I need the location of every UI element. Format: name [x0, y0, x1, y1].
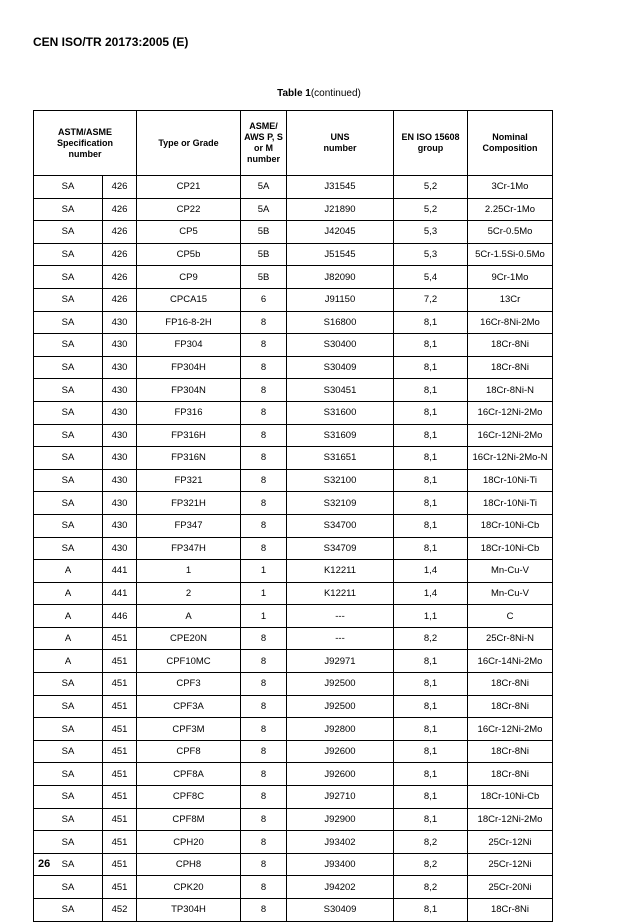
spec-prefix-cell: SA [34, 334, 103, 357]
asme-aws-cell: 8 [241, 718, 287, 741]
type-grade-cell: FP347 [137, 514, 241, 537]
asme-aws-cell: 8 [241, 627, 287, 650]
spec-prefix-cell: SA [34, 266, 103, 289]
en-iso-cell: 8,1 [394, 673, 468, 696]
spec-prefix-cell: SA [34, 718, 103, 741]
spec-number-cell: 430 [103, 311, 137, 334]
table-row [34, 176, 553, 199]
table-row [34, 288, 553, 311]
uns-cell: J93402 [287, 831, 394, 854]
composition-cell: 25Cr-12Ni [468, 831, 553, 854]
spec-prefix-cell: SA [34, 424, 103, 447]
table-caption-label: Table 1 [277, 88, 311, 99]
composition-cell: 18Cr-8Ni [468, 673, 553, 696]
en-iso-cell: 8,1 [394, 311, 468, 334]
uns-cell: S31651 [287, 447, 394, 470]
en-iso-cell: 5,4 [394, 266, 468, 289]
spec-number-cell: 446 [103, 605, 137, 628]
asme-aws-cell: 8 [241, 853, 287, 876]
composition-cell: 18Cr-10Ni-Cb [468, 786, 553, 809]
uns-cell: J92500 [287, 695, 394, 718]
asme-aws-cell: 8 [241, 650, 287, 673]
spec-number-cell: 451 [103, 695, 137, 718]
en-iso-cell: 1,1 [394, 605, 468, 628]
asme-aws-cell: 8 [241, 379, 287, 402]
composition-cell: 18Cr-8Ni-N [468, 379, 553, 402]
type-grade-cell: A [137, 605, 241, 628]
type-grade-cell: FP304N [137, 379, 241, 402]
en-iso-cell: 8,1 [394, 740, 468, 763]
asme-aws-cell: 5A [241, 198, 287, 221]
table-row [34, 492, 553, 515]
type-grade-cell: FP304H [137, 356, 241, 379]
uns-cell: J31545 [287, 176, 394, 199]
composition-cell: 18Cr-10Ni-Ti [468, 469, 553, 492]
table-row [34, 786, 553, 809]
type-grade-cell: CPH20 [137, 831, 241, 854]
uns-cell: J92710 [287, 786, 394, 809]
spec-prefix-cell: A [34, 627, 103, 650]
asme-aws-cell: 8 [241, 424, 287, 447]
type-grade-cell: FP321 [137, 469, 241, 492]
table-row [34, 447, 553, 470]
asme-aws-cell: 8 [241, 673, 287, 696]
type-grade-cell: 2 [137, 582, 241, 605]
spec-number-cell: 426 [103, 221, 137, 244]
uns-cell: J42045 [287, 221, 394, 244]
composition-cell: 16Cr-12Ni-2Mo-N [468, 447, 553, 470]
table-row [34, 334, 553, 357]
asme-aws-cell: 8 [241, 808, 287, 831]
spec-number-cell: 430 [103, 447, 137, 470]
en-iso-cell: 5,3 [394, 221, 468, 244]
en-iso-cell: 8,1 [394, 718, 468, 741]
spec-number-cell: 451 [103, 853, 137, 876]
type-grade-cell: FP16-8-2H [137, 311, 241, 334]
spec-prefix-cell: A [34, 582, 103, 605]
uns-cell: S32109 [287, 492, 394, 515]
table-row [34, 198, 553, 221]
uns-cell: J21890 [287, 198, 394, 221]
spec-prefix-cell: SA [34, 401, 103, 424]
asme-aws-cell: 8 [241, 786, 287, 809]
en-iso-cell: 8,1 [394, 650, 468, 673]
composition-cell: 5Cr-1.5Si-0.5Mo [468, 243, 553, 266]
table-row [34, 311, 553, 334]
spec-prefix-cell: SA [34, 198, 103, 221]
uns-cell: J92600 [287, 763, 394, 786]
type-grade-cell: CPF8C [137, 786, 241, 809]
table-row [34, 514, 553, 537]
composition-cell: 25Cr-20Ni [468, 876, 553, 899]
en-iso-cell: 8,1 [394, 401, 468, 424]
uns-cell: J92800 [287, 718, 394, 741]
table-row [34, 243, 553, 266]
asme-aws-cell: 5B [241, 243, 287, 266]
en-iso-cell: 8,1 [394, 356, 468, 379]
type-grade-cell: CP21 [137, 176, 241, 199]
uns-cell: S30409 [287, 899, 394, 922]
en-iso-cell: 8,2 [394, 853, 468, 876]
table-row [34, 853, 553, 876]
uns-cell: K12211 [287, 560, 394, 583]
en-iso-cell: 1,4 [394, 560, 468, 583]
composition-cell: 16Cr-12Ni-2Mo [468, 424, 553, 447]
asme-aws-cell: 8 [241, 514, 287, 537]
header-type-or-grade: Type or Grade [137, 111, 241, 176]
table-row [34, 876, 553, 899]
spec-number-cell: 426 [103, 176, 137, 199]
table-row [34, 582, 553, 605]
uns-cell: S32100 [287, 469, 394, 492]
uns-cell: S34700 [287, 514, 394, 537]
composition-cell: 13Cr [468, 288, 553, 311]
spec-prefix-cell: SA [34, 763, 103, 786]
table-row [34, 650, 553, 673]
table-row [34, 831, 553, 854]
spec-number-cell: 441 [103, 560, 137, 583]
composition-cell: 3Cr-1Mo [468, 176, 553, 199]
uns-cell: J92900 [287, 808, 394, 831]
uns-cell: J92500 [287, 673, 394, 696]
en-iso-cell: 7,2 [394, 288, 468, 311]
header-asme-aws: ASME/ AWS P, S or M number [241, 111, 287, 176]
type-grade-cell: FP321H [137, 492, 241, 515]
spec-prefix-cell: SA [34, 221, 103, 244]
asme-aws-cell: 1 [241, 560, 287, 583]
spec-prefix-cell: SA [34, 808, 103, 831]
composition-cell: 18Cr-8Ni [468, 740, 553, 763]
spec-number-cell: 452 [103, 899, 137, 922]
spec-prefix-cell: A [34, 650, 103, 673]
type-grade-cell: CPF10MC [137, 650, 241, 673]
spec-number-cell: 430 [103, 379, 137, 402]
table-row [34, 718, 553, 741]
header-composition: Nominal Composition [468, 111, 553, 176]
composition-cell: 9Cr-1Mo [468, 266, 553, 289]
table-row [34, 221, 553, 244]
spec-number-cell: 426 [103, 198, 137, 221]
en-iso-cell: 8,1 [394, 763, 468, 786]
spec-number-cell: 441 [103, 582, 137, 605]
table-row [34, 899, 553, 922]
en-iso-cell: 8,1 [394, 424, 468, 447]
spec-prefix-cell: SA [34, 673, 103, 696]
uns-cell: S31609 [287, 424, 394, 447]
type-grade-cell: CPK20 [137, 876, 241, 899]
en-iso-cell: 8,1 [394, 492, 468, 515]
type-grade-cell: FP304 [137, 334, 241, 357]
en-iso-cell: 5,2 [394, 198, 468, 221]
uns-cell: S16800 [287, 311, 394, 334]
asme-aws-cell: 8 [241, 537, 287, 560]
materials-table [33, 110, 553, 922]
uns-cell: S34709 [287, 537, 394, 560]
table-caption-suffix: (continued) [310, 88, 361, 99]
composition-cell: 16Cr-12Ni-2Mo [468, 401, 553, 424]
en-iso-cell: 1,4 [394, 582, 468, 605]
spec-prefix-cell: SA [34, 537, 103, 560]
spec-prefix-cell: SA [34, 288, 103, 311]
table-row [34, 401, 553, 424]
composition-cell: 16Cr-8Ni-2Mo [468, 311, 553, 334]
composition-cell: 25Cr-12Ni [468, 853, 553, 876]
table-row [34, 266, 553, 289]
table-row [34, 560, 553, 583]
composition-cell: 18Cr-8Ni [468, 899, 553, 922]
spec-prefix-cell: SA [34, 853, 103, 876]
asme-aws-cell: 8 [241, 763, 287, 786]
spec-number-cell: 451 [103, 831, 137, 854]
composition-cell: C [468, 605, 553, 628]
table-row [34, 627, 553, 650]
asme-aws-cell: 8 [241, 899, 287, 922]
asme-aws-cell: 8 [241, 356, 287, 379]
spec-prefix-cell: SA [34, 176, 103, 199]
composition-cell: 5Cr-0.5Mo [468, 221, 553, 244]
asme-aws-cell: 8 [241, 311, 287, 334]
asme-aws-cell: 8 [241, 876, 287, 899]
page-number: 26 [38, 858, 51, 870]
spec-number-cell: 451 [103, 876, 137, 899]
spec-prefix-cell: SA [34, 243, 103, 266]
spec-number-cell: 451 [103, 627, 137, 650]
uns-cell: S30400 [287, 334, 394, 357]
table-row [34, 808, 553, 831]
header-uns: UNS number [287, 111, 394, 176]
en-iso-cell: 8,1 [394, 334, 468, 357]
asme-aws-cell: 8 [241, 831, 287, 854]
composition-cell: 25Cr-8Ni-N [468, 627, 553, 650]
uns-cell: J51545 [287, 243, 394, 266]
spec-number-cell: 426 [103, 266, 137, 289]
uns-cell: S31600 [287, 401, 394, 424]
type-grade-cell: CPF8A [137, 763, 241, 786]
uns-cell: J92971 [287, 650, 394, 673]
composition-cell: 18Cr-10Ni-Cb [468, 537, 553, 560]
spec-number-cell: 430 [103, 424, 137, 447]
asme-aws-cell: 8 [241, 740, 287, 763]
spec-prefix-cell: SA [34, 876, 103, 899]
spec-prefix-cell: SA [34, 492, 103, 515]
asme-aws-cell: 8 [241, 334, 287, 357]
asme-aws-cell: 8 [241, 695, 287, 718]
type-grade-cell: CPF8 [137, 740, 241, 763]
composition-cell: 16Cr-14Ni-2Mo [468, 650, 553, 673]
en-iso-cell: 8,1 [394, 379, 468, 402]
uns-cell: --- [287, 627, 394, 650]
en-iso-cell: 8,1 [394, 786, 468, 809]
header-en-iso: EN ISO 15608 group [394, 111, 468, 176]
composition-cell: Mn-Cu-V [468, 582, 553, 605]
type-grade-cell: CPH8 [137, 853, 241, 876]
spec-prefix-cell: A [34, 560, 103, 583]
spec-number-cell: 451 [103, 718, 137, 741]
type-grade-cell: CP9 [137, 266, 241, 289]
spec-prefix-cell: SA [34, 740, 103, 763]
asme-aws-cell: 6 [241, 288, 287, 311]
type-grade-cell: FP347H [137, 537, 241, 560]
table-header-row [34, 111, 553, 176]
spec-number-cell: 426 [103, 243, 137, 266]
spec-number-cell: 430 [103, 356, 137, 379]
table-row [34, 673, 553, 696]
spec-prefix-cell: SA [34, 831, 103, 854]
table-row [34, 605, 553, 628]
table-row [34, 695, 553, 718]
table-body [34, 176, 553, 922]
type-grade-cell: CPF3M [137, 718, 241, 741]
composition-cell: 16Cr-12Ni-2Mo [468, 718, 553, 741]
spec-number-cell: 426 [103, 288, 137, 311]
table-row [34, 537, 553, 560]
asme-aws-cell: 5B [241, 221, 287, 244]
uns-cell: --- [287, 605, 394, 628]
spec-prefix-cell: SA [34, 469, 103, 492]
en-iso-cell: 5,3 [394, 243, 468, 266]
spec-number-cell: 451 [103, 786, 137, 809]
type-grade-cell: FP316 [137, 401, 241, 424]
uns-cell: S30451 [287, 379, 394, 402]
document-header: CEN ISO/TR 20173:2005 (E) [33, 35, 189, 49]
composition-cell: 18Cr-8Ni [468, 356, 553, 379]
table-row [34, 424, 553, 447]
table-row [34, 469, 553, 492]
en-iso-cell: 8,2 [394, 831, 468, 854]
type-grade-cell: CP22 [137, 198, 241, 221]
en-iso-cell: 8,1 [394, 695, 468, 718]
en-iso-cell: 5,2 [394, 176, 468, 199]
type-grade-cell: CPE20N [137, 627, 241, 650]
uns-cell: J92600 [287, 740, 394, 763]
type-grade-cell: CP5 [137, 221, 241, 244]
asme-aws-cell: 8 [241, 492, 287, 515]
en-iso-cell: 8,1 [394, 537, 468, 560]
spec-prefix-cell: SA [34, 786, 103, 809]
spec-number-cell: 430 [103, 537, 137, 560]
en-iso-cell: 8,1 [394, 808, 468, 831]
asme-aws-cell: 5B [241, 266, 287, 289]
header-astm: ASTM/ASME Specification number [34, 111, 137, 176]
type-grade-cell: CPF3A [137, 695, 241, 718]
asme-aws-cell: 8 [241, 401, 287, 424]
asme-aws-cell: 8 [241, 469, 287, 492]
composition-cell: 18Cr-10Ni-Cb [468, 514, 553, 537]
table-row [34, 379, 553, 402]
spec-number-cell: 451 [103, 808, 137, 831]
spec-prefix-cell: SA [34, 514, 103, 537]
spec-number-cell: 430 [103, 401, 137, 424]
en-iso-cell: 8,1 [394, 514, 468, 537]
uns-cell: J82090 [287, 266, 394, 289]
en-iso-cell: 8,2 [394, 876, 468, 899]
uns-cell: S30409 [287, 356, 394, 379]
asme-aws-cell: 8 [241, 447, 287, 470]
spec-prefix-cell: SA [34, 695, 103, 718]
spec-number-cell: 451 [103, 673, 137, 696]
composition-cell: 18Cr-12Ni-2Mo [468, 808, 553, 831]
uns-cell: K12211 [287, 582, 394, 605]
composition-cell: 18Cr-10Ni-Ti [468, 492, 553, 515]
table-caption [0, 88, 638, 99]
spec-number-cell: 451 [103, 650, 137, 673]
composition-cell: Mn-Cu-V [468, 560, 553, 583]
spec-number-cell: 451 [103, 763, 137, 786]
type-grade-cell: 1 [137, 560, 241, 583]
spec-prefix-cell: SA [34, 356, 103, 379]
type-grade-cell: CPF3 [137, 673, 241, 696]
type-grade-cell: TP304H [137, 899, 241, 922]
uns-cell: J93400 [287, 853, 394, 876]
type-grade-cell: CPF8M [137, 808, 241, 831]
asme-aws-cell: 1 [241, 582, 287, 605]
spec-number-cell: 430 [103, 492, 137, 515]
table-row [34, 763, 553, 786]
asme-aws-cell: 1 [241, 605, 287, 628]
en-iso-cell: 8,1 [394, 447, 468, 470]
uns-cell: J91150 [287, 288, 394, 311]
spec-prefix-cell: A [34, 605, 103, 628]
spec-number-cell: 430 [103, 469, 137, 492]
type-grade-cell: CP5b [137, 243, 241, 266]
spec-prefix-cell: SA [34, 379, 103, 402]
spec-number-cell: 430 [103, 514, 137, 537]
spec-prefix-cell: SA [34, 311, 103, 334]
en-iso-cell: 8,1 [394, 899, 468, 922]
type-grade-cell: FP316H [137, 424, 241, 447]
type-grade-cell: FP316N [137, 447, 241, 470]
spec-prefix-cell: SA [34, 447, 103, 470]
composition-cell: 18Cr-8Ni [468, 695, 553, 718]
spec-number-cell: 451 [103, 740, 137, 763]
composition-cell: 18Cr-8Ni [468, 334, 553, 357]
spec-number-cell: 430 [103, 334, 137, 357]
composition-cell: 2.25Cr-1Mo [468, 198, 553, 221]
en-iso-cell: 8,2 [394, 627, 468, 650]
type-grade-cell: CPCA15 [137, 288, 241, 311]
table-row [34, 356, 553, 379]
uns-cell: J94202 [287, 876, 394, 899]
composition-cell: 18Cr-8Ni [468, 763, 553, 786]
en-iso-cell: 8,1 [394, 469, 468, 492]
asme-aws-cell: 5A [241, 176, 287, 199]
spec-prefix-cell: SA [34, 899, 103, 922]
table-row [34, 740, 553, 763]
